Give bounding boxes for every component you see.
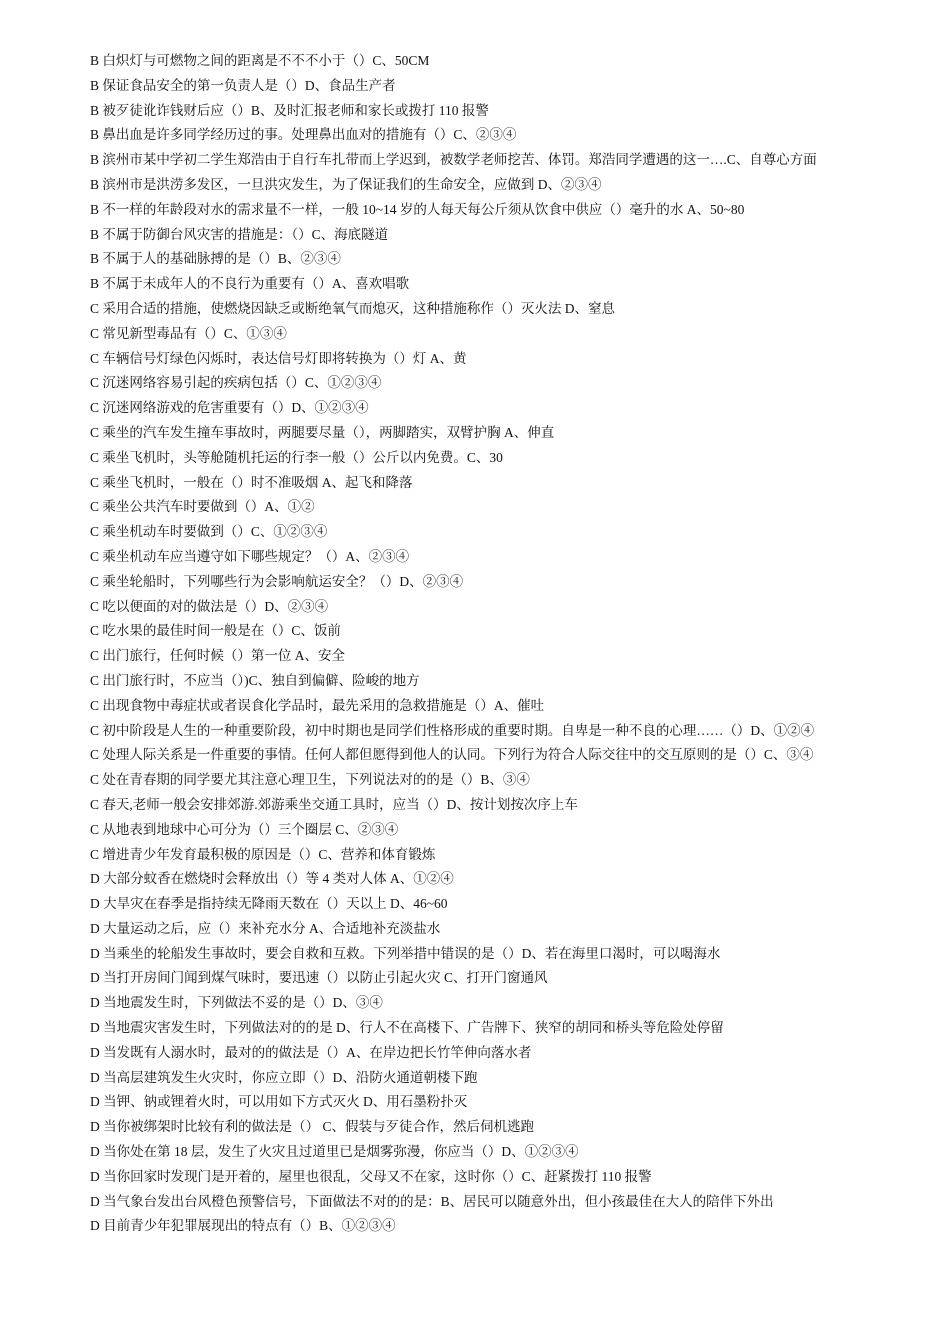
question-line: C 乘坐轮船时，下列哪些行为会影响航运安全？（）D、②③④ [90,573,464,589]
question-line: D 当你回家时发现门是开着的，屋里也很乱，父母又不在家，这时你（）C、赶紧拨打 110 报警 [90,1168,652,1184]
question-line: D 当你处在第 18 层，发生了火灾且过道里已是烟雾弥漫，你应当（）D、①②③④ [90,1144,579,1160]
question-line: B 保证食品安全的第一负责人是（）D、食品生产者 [90,77,396,93]
question-line: C 春天,老师一般会安排郊游.郊游乘坐交通工具时，应当（）D、按计划按次序上车 [90,796,578,812]
question-line: B 鼻出血是许多同学经历过的事。处理鼻出血对的措施有（）C、②③④ [90,127,517,143]
question-line: C 车辆信号灯绿色闪烁时，表达信号灯即将转换为（）灯 A、黄 [90,350,467,366]
question-line: D 当地震灾害发生时，下列做法对的的是 D、行人不在高楼下、广告牌下、狭窄的胡同和桥头等危险处停留 [90,1020,724,1036]
question-line: B 被歹徒讹诈钱财后应（）B、及时汇报老师和家长或拨打 110 报警 [90,102,489,118]
question-line: C 采用合适的措施，使燃烧因缺乏或断绝氧气而熄灭，这种措施称作（）灭火法 D、窒息 [90,300,616,316]
question-line: C 乘坐公共汽车时要做到（）A、①② [90,499,315,515]
question-line: B 不属于未成年人的不良行为重要有（）A、喜欢唱歌 [90,276,410,292]
question-line: C 出门旅行，任何时候（）第一位 A、安全 [90,648,346,664]
question-line: C 处在青春期的同学要尤其注意心理卫生，下列说法对的的是（）B、③④ [90,772,530,788]
question-line: C 从地表到地球中心可分为（）三个圈层 C、②③④ [90,821,399,837]
question-line: C 沉迷网络容易引起的疾病包括（）C、①②③④ [90,375,382,391]
question-line: D 当打开房间门闻到煤气味时，要迅速（）以防止引起火灾 C、打开门窗通风 [90,970,548,986]
document-page [90,49,866,1239]
question-line: C 乘坐机动车时要做到（）C、①②③④ [90,524,328,540]
question-line: D 大部分蚊香在燃烧时会释放出（）等 4 类对人体 A、①②④ [90,871,454,887]
question-line: D 当乘坐的轮船发生事故时，要会自救和互救。下列举措中错误的是（）D、若在海里口渴时，可以喝海水 [90,945,721,961]
question-line: C 吃水果的最佳时间一般是在（）C、饭前 [90,623,341,639]
question-line: B 滨州市是洪涝多发区，一旦洪灾发生，为了保证我们的生命安全，应做到 D、②③④ [90,176,602,192]
question-line: D 目前青少年犯罪展现出的特点有（）B、①②③④ [90,1218,396,1234]
question-line: B 滨州市某中学初二学生郑浩由于自行车扎带而上学迟到，被数学老师挖苦、体罚。郑浩同学遭遇的这一….C、自尊心方面 [90,152,817,168]
question-line: C 乘坐机动车应当遵守如下哪些规定？（）A、②③④ [90,548,410,564]
question-line: C 吃以便面的对的做法是（）D、②③④ [90,598,329,614]
question-line: D 当你被绑架时比较有利的做法是（） C、假装与歹徒合作，然后伺机逃跑 [90,1119,535,1135]
question-line: C 初中阶段是人生的一种重要阶段，初中时期也是同学们性格形成的重要时期。自卑是一种不良的心理……（）D、①②④ [90,722,815,738]
question-line: D 当气象台发出台风橙色预警信号，下面做法不对的的是：B、居民可以随意外出，但小孩最佳在大人的陪伴下外出 [90,1193,774,1209]
question-line: D 当钾、钠或锂着火时，可以用如下方式灭火 D、用石墨粉扑灭 [90,1094,468,1110]
question-line: B 不属于防御台风灾害的措施是：（）C、海底隧道 [90,226,389,242]
question-line: B 不属于人的基础脉搏的是（）B、②③④ [90,251,341,267]
question-line: D 大旱灾在春季是指持续无降雨天数在（）天以上 D、46~60 [90,896,448,912]
question-line: B 不一样的年龄段对水的需求量不一样，一般 10~14 岁的人每天每公斤须从饮食中供应（）毫升的水 A、50~80 [90,201,745,217]
question-line: C 乘坐飞机时，头等舱随机托运的行李一般（）公斤以内免费。C、30 [90,449,503,465]
question-line: C 出门旅行时，不应当（）)C、独自到偏僻、险峻的地方 [90,672,420,688]
question-line: C 出现食物中毒症状或者误食化学品时，最先采用的急救措施是（）A、催吐 [90,697,545,713]
question-line: C 沉迷网络游戏的危害重要有（）D、①②③④ [90,400,369,416]
question-line: D 大量运动之后，应（）来补充水分 A、合适地补充淡盐水 [90,920,441,936]
question-line: C 增进青少年发育最积极的原因是（）C、营养和体育锻炼 [90,846,436,862]
question-line: D 当地震发生时，下列做法不妥的是（）D、③④ [90,995,383,1011]
question-line: C 处理人际关系是一件重要的事情。任何人都但愿得到他人的认同。下列行为符合人际交往中的交互原则的是（）C、③④ [90,747,814,763]
question-line: B 白炽灯与可燃物之间的距离是不不不小于（）C、50CM [90,53,430,68]
question-line: C 乘坐的汽车发生撞车事故时，两腿要尽量（），两脚踏实，双臂护胸 A、伸直 [90,424,555,440]
question-line: D 当发既有人溺水时，最对的的做法是（）A、在岸边把长竹竿伸向落水者 [90,1044,532,1060]
question-line: C 常见新型毒品有（）C、①③④ [90,325,287,341]
question-line: D 当高层建筑发生火灾时，你应立即（）D、沿防火通道朝楼下跑 [90,1069,478,1085]
question-line: C 乘坐飞机时，一般在（）时不准吸烟 A、起飞和降落 [90,474,413,490]
